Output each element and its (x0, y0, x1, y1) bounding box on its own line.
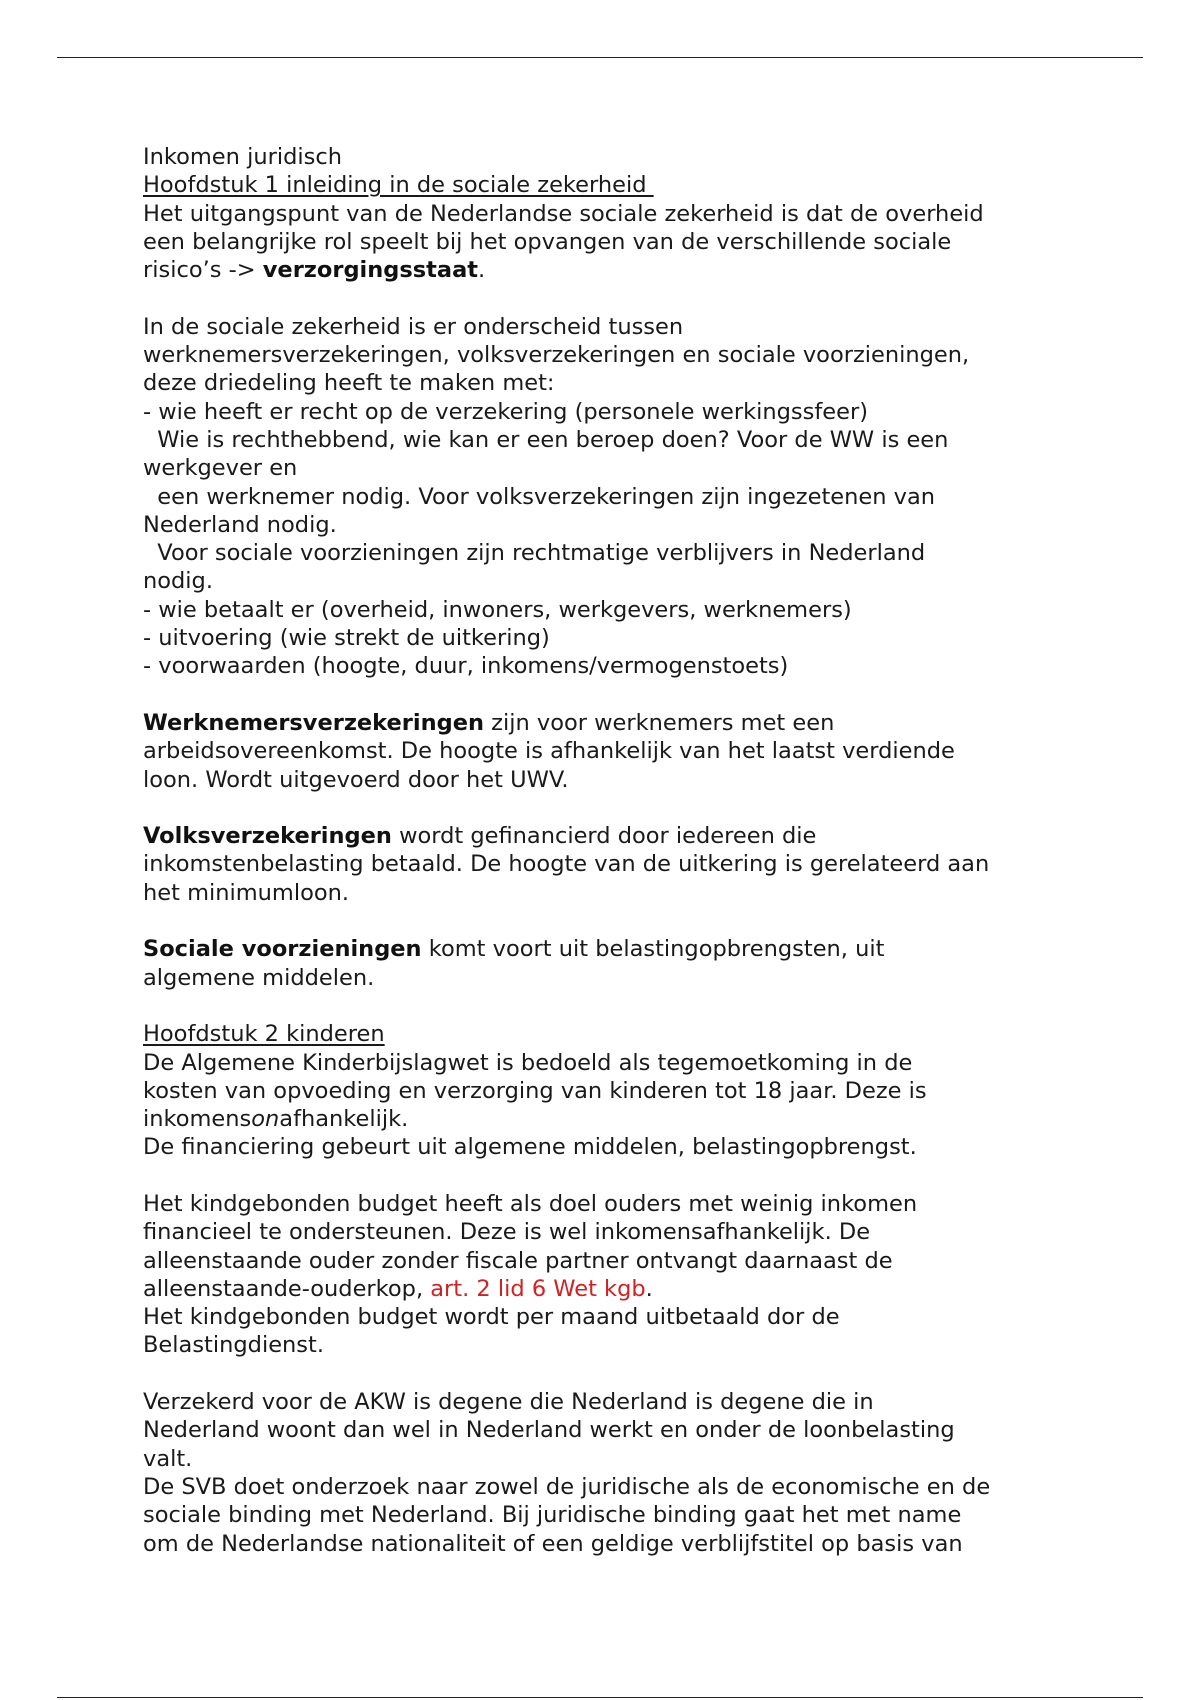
blank-line (143, 992, 1083, 1020)
paragraph-line: om de Nederlandse nationaliteit of een geldige verblijfstitel op basis van (143, 1530, 963, 1557)
emphasis-on: on (251, 1106, 280, 1133)
blank-line (143, 1162, 1083, 1190)
paragraph-line: loon. Wordt uitgevoerd door het UWV. (143, 766, 569, 793)
list-item: - voorwaarden (hoogte, duur, inkomens/vermogenstoets) (143, 653, 789, 680)
paragraph-line: Sociale voorzieningen komt voort uit belastingopbrengsten, uit (143, 936, 885, 963)
chapter-1-heading: Hoofdstuk 1 inleiding in de sociale zekerheid (143, 172, 654, 199)
list-item: - wie betaalt er (overheid, inwoners, werkgevers, werknemers) (143, 596, 852, 623)
paragraph-line: werkgever en (143, 455, 298, 482)
paragraph-line: De financiering gebeurt uit algemene middelen, belastingopbrengst. (143, 1134, 917, 1161)
list-item: - uitvoering (wie strekt de uitkering) (143, 625, 550, 652)
blank-line (143, 907, 1083, 935)
paragraph-line: alleenstaande-ouderkop, art. 2 lid 6 Wet kgb. (143, 1275, 653, 1302)
paragraph-line: Het kindgebonden budget wordt per maand uitbetaald dor de (143, 1304, 840, 1331)
paragraph-line: financieel te ondersteunen. Deze is wel inkomensafhankelijk. De (143, 1219, 871, 1246)
paragraph-line: een werknemer nodig. Voor volksverzekeringen zijn ingezetenen van (143, 483, 935, 510)
chapter-2-heading: Hoofdstuk 2 kinderen (143, 1021, 385, 1048)
paragraph-line: Het kindgebonden budget heeft als doel ouders met weinig inkomen (143, 1190, 918, 1217)
list-item: - wie heeft er recht op de verzekering (personele werkingssfeer) (143, 398, 869, 425)
blank-line (143, 794, 1083, 822)
paragraph-line: Wie is rechthebbend, wie kan er een beroep doen? Voor de WW is een (143, 426, 949, 453)
paragraph-line: werknemersverzekeringen, volksverzekeringen en sociale voorzieningen, (143, 342, 970, 369)
header-rule (57, 57, 1143, 58)
paragraph-line: valt. (143, 1445, 193, 1472)
paragraph-line: In de sociale zekerheid is er onderscheid tussen (143, 313, 684, 340)
paragraph-line: De Algemene Kinderbijslagwet is bedoeld als tegemoetkoming in de (143, 1049, 913, 1076)
paragraph-line: Volksverzekeringen wordt gefinancierd door iedereen die (143, 823, 817, 850)
paragraph-line: inkomensonafhankelijk. (143, 1106, 409, 1133)
term-volksverzekeringen: Volksverzekeringen (143, 823, 392, 850)
term-sociale-voorzieningen: Sociale voorzieningen (143, 936, 422, 963)
blank-line (143, 1360, 1083, 1388)
paragraph-line: Verzekerd voor de AKW is degene die Nederland is degene die in (143, 1389, 874, 1416)
legal-reference: art. 2 lid 6 Wet kgb (430, 1275, 646, 1302)
blank-line (143, 284, 1083, 312)
paragraph-intro-line: een belangrijke rol speelt bij het opvangen van de verschillende sociale (143, 228, 952, 255)
paragraph-line: Nederland woont dan wel in Nederland werkt en onder de loonbelasting (143, 1417, 955, 1444)
paragraph-intro-line: Het uitgangspunt van de Nederlandse sociale zekerheid is dat de overheid (143, 200, 984, 227)
paragraph-line: De SVB doet onderzoek naar zowel de juridische als de economische en de (143, 1473, 991, 1500)
paragraph-line: kosten van opvoeding en verzorging van kinderen tot 18 jaar. Deze is (143, 1077, 927, 1104)
paragraph-line: deze driedeling heeft te maken met: (143, 370, 555, 397)
paragraph-intro-line: risico’s -> verzorgingsstaat. (143, 257, 486, 284)
paragraph-line: inkomstenbelasting betaald. De hoogte van de uitkering is gerelateerd aan (143, 851, 990, 878)
blank-line (143, 681, 1083, 709)
paragraph-line: nodig. (143, 568, 213, 595)
document-page (143, 143, 1083, 1558)
paragraph-line: het minimumloon. (143, 879, 350, 906)
paragraph-line: sociale binding met Nederland. Bij juridische binding gaat het met name (143, 1502, 962, 1529)
paragraph-line: Belastingdienst. (143, 1332, 324, 1359)
paragraph-line: algemene middelen. (143, 964, 375, 991)
paragraph-line: arbeidsovereenkomst. De hoogte is afhankelijk van het laatst verdiende (143, 738, 955, 765)
document-title: Inkomen juridisch (143, 144, 342, 170)
term-werknemersverzekeringen: Werknemersverzekeringen (143, 709, 485, 736)
paragraph-line: Voor sociale voorzieningen zijn rechtmatige verblijvers in Nederland (143, 540, 926, 567)
paragraph-line: Nederland nodig. (143, 511, 337, 538)
paragraph-line: Werknemersverzekeringen zijn voor werknemers met een (143, 709, 835, 736)
paragraph-line: alleenstaande ouder zonder fiscale partner ontvangt daarnaast de (143, 1247, 893, 1274)
term-verzorgingsstaat: verzorgingsstaat (262, 257, 479, 284)
footer-rule (57, 1697, 1143, 1698)
